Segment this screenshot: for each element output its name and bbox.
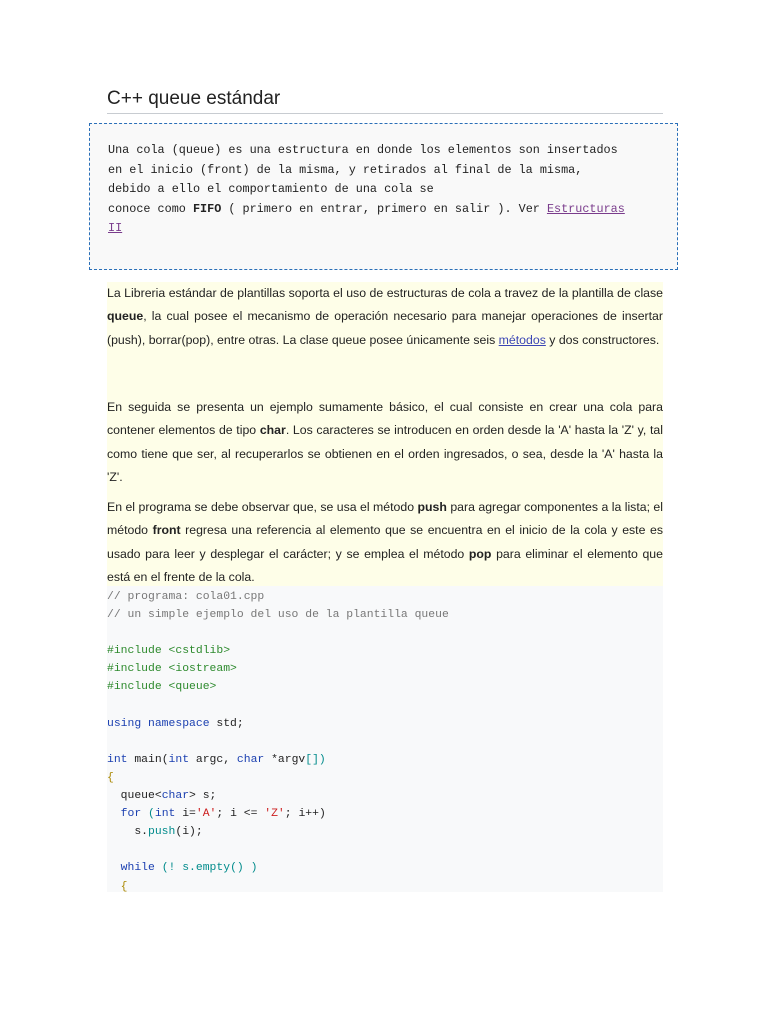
queue-term: queue — [107, 309, 144, 324]
code-keyword: char — [161, 790, 190, 803]
code-text: argc, — [189, 753, 237, 766]
code-push-call — [107, 823, 663, 841]
code-text: i= — [175, 808, 196, 821]
code-function: empty — [195, 862, 231, 875]
definition-line-3: debido a ello el comportamiento de una cola se — [108, 182, 434, 197]
code-include: #include <cstdlib> — [107, 645, 231, 658]
code-text: queue< — [107, 790, 162, 803]
code-text: ; i++) — [284, 808, 326, 821]
definition-box — [89, 123, 678, 270]
code-brace: { — [107, 771, 114, 784]
code-text: *argv — [264, 753, 306, 766]
code-brace: { — [107, 880, 128, 893]
code-using — [107, 715, 663, 733]
definition-text: ( primero en entrar, primero en salir ). Ver — [221, 201, 547, 216]
code-queue-decl — [107, 787, 663, 805]
code-keyword: int — [168, 753, 190, 766]
text-span: para agregar componentes a la lista; el método — [107, 500, 664, 538]
code-blank — [107, 697, 663, 715]
text-span: En seguida se presenta un ejemplo sumamente básico, el cual consiste en crear una cola para contener elementos de tipo — [107, 400, 663, 438]
text-span: regresa una referencia al elemento que se encuentra en el inicio de la cola y este es usado para leer y desplegar el carácter; y se emplea el método — [107, 523, 663, 561]
estructuras-ii-link[interactable]: Estructuras — [546, 201, 625, 216]
definition-line-1: Una cola (queue) es una estructura en donde los elementos son insertados — [108, 143, 618, 157]
text-span: y dos constructores. — [545, 332, 660, 347]
code-text: std; — [209, 717, 244, 730]
code-main-signature — [107, 751, 663, 769]
code-include: #include <iostream> — [107, 663, 237, 676]
paragraph-block — [107, 376, 663, 586]
code-string: 'Z' — [264, 808, 285, 821]
code-keyword: char — [236, 753, 265, 766]
text-span: para eliminar el elemento que está en el frente de la cola. — [107, 546, 663, 585]
code-text: ; i <= — [216, 808, 265, 821]
code-text: (i); — [175, 826, 203, 839]
text-span: , la cual posee el mecanismo de operación necesario para manejar operaciones de insertar (push), borrar(pop), entre otras. La clase queue posee únicamente seis — [107, 309, 663, 347]
code-text: > s; — [189, 790, 217, 803]
code-comment: // programa: cola01.cpp — [107, 591, 265, 603]
paragraph-intro — [107, 282, 663, 376]
code-blank — [107, 624, 663, 642]
paragraph-example — [107, 396, 663, 489]
paragraph-intro-text — [107, 282, 663, 352]
estructuras-ii-link-continued[interactable]: II — [108, 221, 123, 236]
code-block — [107, 586, 663, 892]
code-text: main( — [127, 753, 169, 766]
front-term: front — [152, 523, 181, 538]
code-function: push — [148, 826, 176, 839]
code-text: () ) — [230, 862, 258, 875]
code-for-loop — [107, 805, 663, 823]
char-term: char — [259, 423, 286, 438]
fifo-term: FIFO — [192, 201, 222, 216]
code-string: 'A' — [195, 808, 217, 821]
code-blank — [107, 841, 663, 859]
definition-line-2: en el inicio (front) de la misma, y retirados al final de la misma, — [108, 162, 583, 177]
code-keyword: while — [107, 862, 155, 875]
text-span: En el programa se debe observar que, se usa el método — [107, 500, 418, 515]
code-keyword: using namespace — [107, 717, 210, 730]
pop-term: pop — [468, 546, 492, 561]
definition-text: conoce como — [108, 201, 193, 216]
metodos-link[interactable]: métodos — [498, 332, 546, 347]
text-span: La Libreria estándar de plantillas soporta el uso de estructuras de cola a travez de la plantilla de clase — [107, 286, 663, 300]
definition-line-4 — [108, 200, 659, 220]
code-blank — [107, 733, 663, 751]
text-span: . Los caracteres se introducen en orden desde la 'A' hasta la 'Z' y, tal como tiene que ser, al recuperarlos se obtienen en el orden ingresados, o sea, desde la 'A' hasta la 'Z'. — [107, 423, 664, 484]
code-keyword: for — [107, 808, 142, 821]
code-bracket: []) — [305, 753, 326, 766]
page-title: C++ queue estándar — [107, 86, 663, 114]
push-term: push — [417, 500, 447, 515]
code-text: (! s. — [154, 862, 196, 875]
code-include: #include <queue> — [107, 681, 217, 694]
code-keyword: int — [154, 808, 176, 821]
paragraph-methods — [107, 496, 663, 589]
code-while-loop — [107, 859, 663, 877]
code-keyword: int — [107, 753, 128, 766]
definition-line-5 — [108, 219, 659, 239]
code-paren: ( — [141, 808, 155, 821]
code-comment: // un simple ejemplo del uso de la plantilla queue — [107, 609, 449, 622]
code-text: s. — [107, 826, 149, 839]
